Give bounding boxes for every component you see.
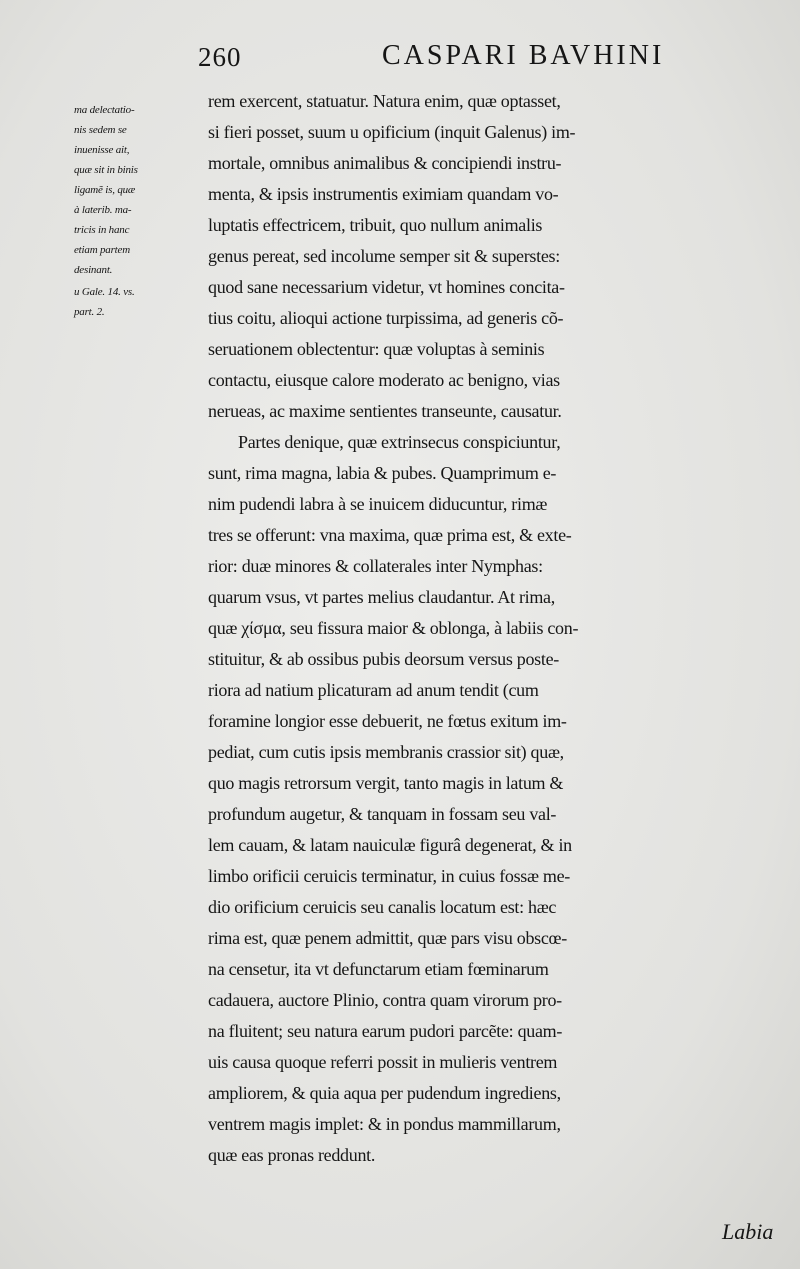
text-line: tres se offerunt: vna maxima, quæ prima est, & exte- <box>208 525 572 545</box>
text-line: cadauera, auctore Plinio, contra quam virorum pro- <box>208 990 562 1010</box>
text-line: nim pudendi labra à se inuicem diducuntur, rimæ <box>208 494 548 514</box>
margin-note-line: à laterib. ma- <box>74 204 132 216</box>
body-text <box>208 86 798 1171</box>
page-number: 260 <box>198 42 242 72</box>
text-line: foramine longior esse debuerit, ne fœtus exitum im- <box>208 711 567 731</box>
text-line: quod sane necessarium videtur, vt homines concita- <box>208 277 565 297</box>
running-head: CASPARI BAVHINI <box>382 40 665 71</box>
text-line: na fluitent; seu natura earum pudori parcẽte: quam- <box>208 1021 563 1041</box>
text-line: seruationem oblectentur: quæ voluptas à seminis <box>208 339 545 359</box>
text-line: menta, & ipsis instrumentis eximiam quandam vo- <box>208 184 559 204</box>
margin-note-line: desinant. <box>74 264 113 276</box>
text-line: si fieri posset, suum u opificium (inquit Galenus) im- <box>208 122 576 142</box>
text-line: genus pereat, sed incolume semper sit & superstes: <box>208 246 560 266</box>
page-header <box>0 38 800 78</box>
margin-note-line: inuenisse ait, <box>74 144 130 156</box>
text-line: rior: duæ minores & collaterales inter Nymphas: <box>208 556 543 576</box>
text-line: stituitur, & ab ossibus pubis deorsum versus poste- <box>208 649 559 669</box>
text-line: limbo orificii ceruicis terminatur, in cuius fossæ me- <box>208 866 570 886</box>
catchword: Labia <box>722 1219 774 1244</box>
margin-note-line: etiam partem <box>74 244 130 256</box>
margin-note-reference: u Gale. 14. vs. <box>74 286 135 298</box>
text-line: ampliorem, & quia aqua per pudendum ingrediens, <box>208 1083 561 1103</box>
margin-note-line: tricis in hanc <box>74 224 130 236</box>
text-line: rem exercent, statuatur. Natura enim, quæ optasset, <box>208 91 561 111</box>
text-line: lem cauam, & latam nauiculæ figurâ degenerat, & in <box>208 835 572 855</box>
text-line: tius coitu, alioqui actione turpissima, ad generis cõ- <box>208 308 564 328</box>
text-line: contactu, eiusque calore moderato ac benigno, vias <box>208 370 560 390</box>
text-line: nerueas, ac maxime sentientes transeunte, causatur. <box>208 401 562 421</box>
margin-note-line: nis sedem se <box>74 124 127 136</box>
text-line: uis causa quoque referri possit in mulieris ventrem <box>208 1052 558 1072</box>
margin-note-line: ma delectatio- <box>74 104 135 116</box>
margin-note-reference: part. 2. <box>74 306 105 318</box>
margin-note-line: quæ sit in binis <box>74 164 138 176</box>
text-line: riora ad natium plicaturam ad anum tendit (cum <box>208 680 539 700</box>
text-line: sunt, rima magna, labia & pubes. Quamprimum e- <box>208 463 557 483</box>
paragraph-start-line: Partes denique, quæ extrinsecus conspiciuntur, <box>238 432 561 452</box>
text-line: quo magis retrorsum vergit, tanto magis in latum & <box>208 773 564 793</box>
margin-note-line: ligamẽ is, quæ <box>74 184 136 196</box>
text-line: profundum augetur, & tanquam in fossam seu val- <box>208 804 557 824</box>
text-line: rima est, quæ penem admittit, quæ pars visu obscœ- <box>208 928 567 948</box>
text-line: dio orificium ceruicis seu canalis locatum est: hæc <box>208 897 557 917</box>
text-line: pediat, cum cutis ipsis membranis crassior sit) quæ, <box>208 742 564 762</box>
text-line: luptatis effectricem, tribuit, quo nullum animalis <box>208 215 543 235</box>
text-line: quarum vsus, vt partes melius claudantur. At rima, <box>208 587 555 607</box>
text-line: na censetur, ita vt defunctarum etiam fœminarum <box>208 959 549 979</box>
marginal-notes <box>74 100 214 322</box>
text-line: ventrem magis implet: & in pondus mammillarum, <box>208 1114 561 1134</box>
text-line: mortale, omnibus animalibus & concipiendi instru- <box>208 153 562 173</box>
text-line: quæ χίσμα, seu fissura maior & oblonga, à labiis con- <box>208 618 579 638</box>
text-line: quæ eas pronas reddunt. <box>208 1145 376 1165</box>
